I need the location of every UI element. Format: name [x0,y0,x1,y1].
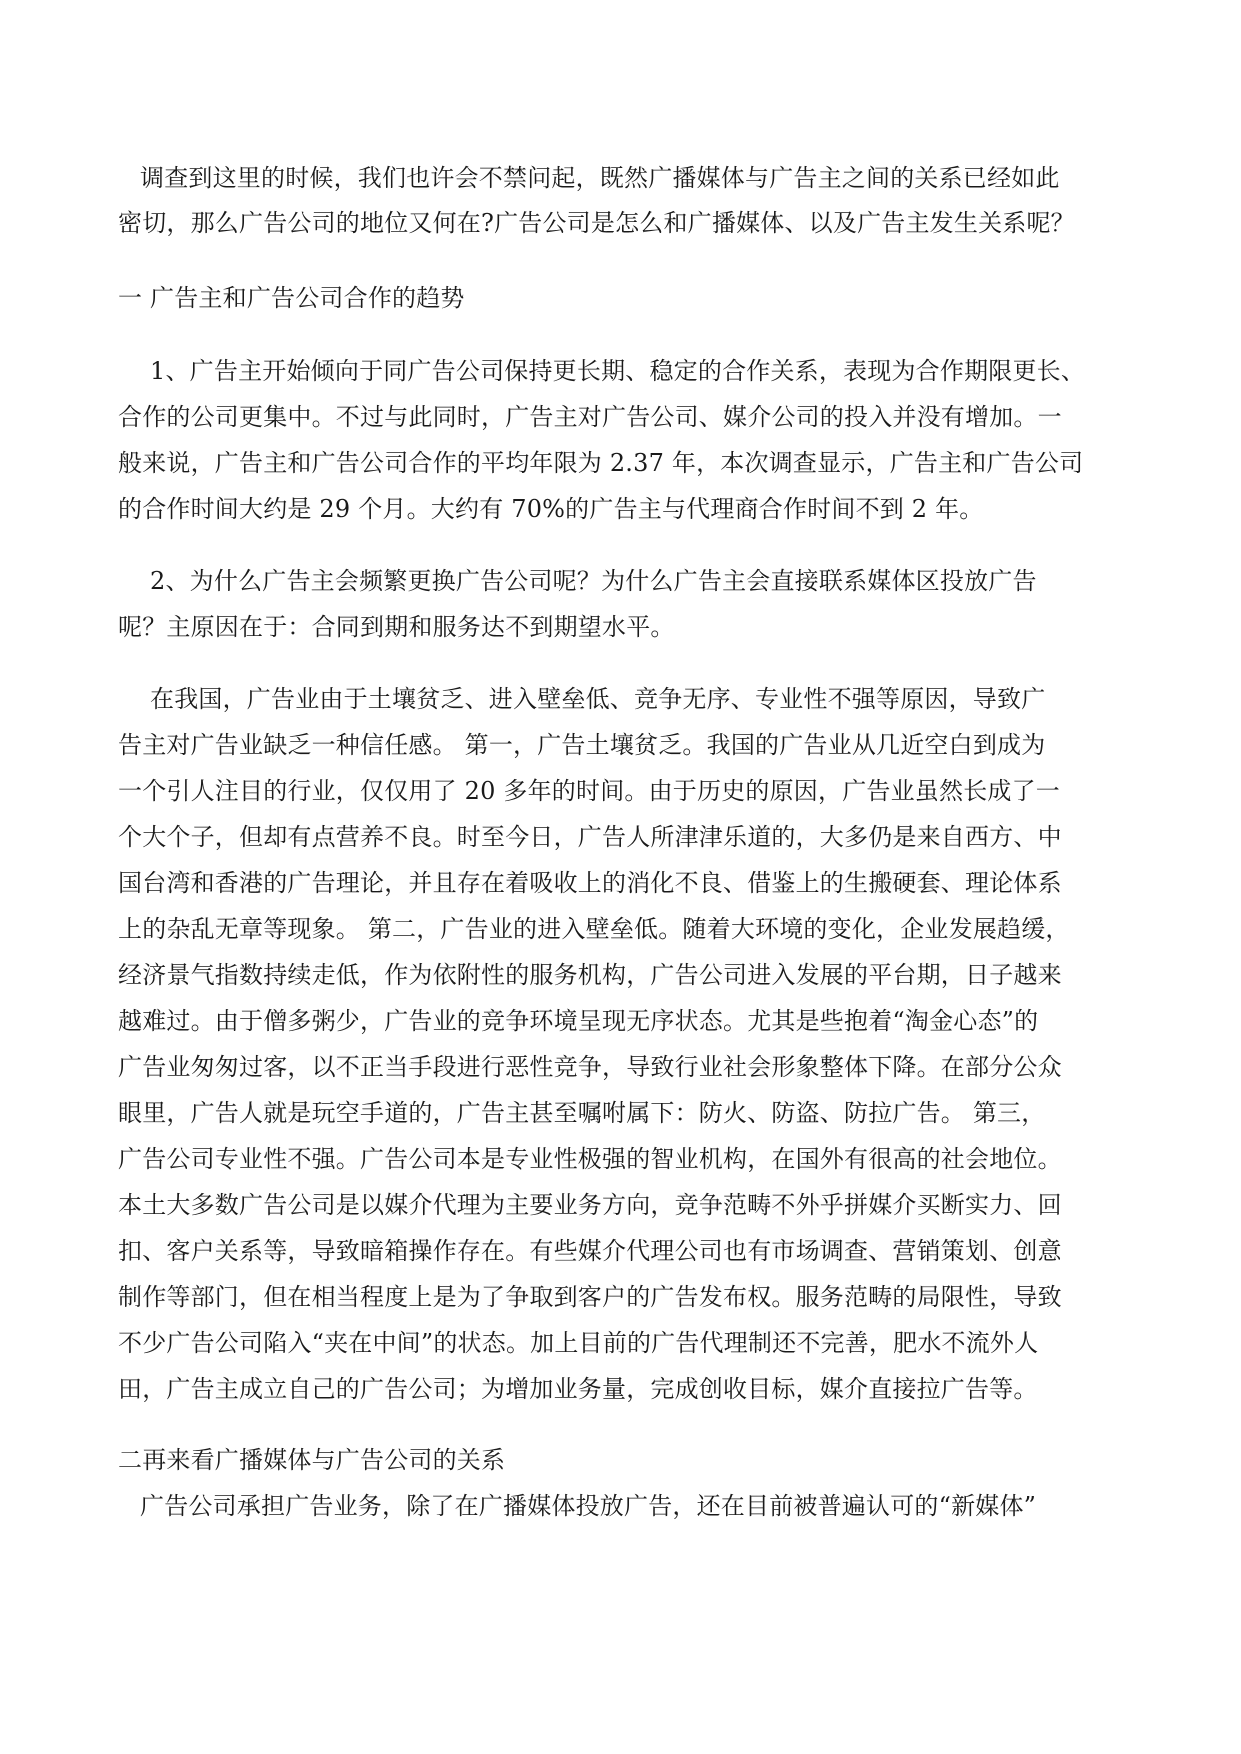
paragraph-line: 合作的公司更集中。不过与此同时，广告主对广告公司、媒介公司的投入并没有增加。一 [118,403,1062,431]
paragraph-line: 扣、客户关系等，导致暗箱操作存在。有些媒介代理公司也有市场调查、营销策划、创意 [118,1237,1062,1265]
paragraph-line: 广告业匆匆过客，以不正当手段进行恶性竞争，导致行业社会形象整体下降。在部分公众 [118,1053,1062,1081]
section-heading: 一 广告主和广告公司合作的趋势 [118,284,465,312]
paragraph-line: 田，广告主成立自己的广告公司；为增加业务量，完成创收目标，媒介直接拉广告等。 [118,1375,1038,1403]
paragraph-line: 密切，那么广告公司的地位又何在?广告公司是怎么和广播媒体、以及广告主发生关系呢？ [118,209,1075,237]
paragraph-line: 国台湾和香港的广告理论，并且存在着吸收上的消化不良、借鉴上的生搬硬套、理论体系 [118,869,1062,897]
paragraph-line: 2、为什么广告主会频繁更换广告公司呢？为什么广告主会直接联系媒体区投放广告 [150,567,1037,595]
paragraph-line: 调查到这里的时候，我们也许会不禁问起，既然广播媒体与广告主之间的关系已经如此 [140,164,1060,192]
paragraph-line: 个大个子，但却有点营养不良。时至今日，广告人所津津乐道的，大多仍是来自西方、中 [118,823,1062,851]
paragraph-line: 般来说，广告主和广告公司合作的平均年限为 2.37 年，本次调查显示，广告主和广告公司 [118,449,1084,477]
paragraph-line: 越难过。由于僧多粥少，广告业的竞争环境呈现无序状态。尤其是些抱着“淘金心态”的 [118,1007,1039,1035]
paragraph-line: 本土大多数广告公司是以媒介代理为主要业务方向，竞争范畴不外乎拼媒介买断实力、回 [118,1191,1062,1219]
paragraph-line: 一个引人注目的行业，仅仅用了 20 多年的时间。由于历史的原因，广告业虽然长成了一 [118,777,1060,805]
paragraph-line: 广告公司承担广告业务，除了在广播媒体投放广告，还在目前被普遍认可的“新媒体” [140,1492,1037,1520]
paragraph-line: 不少广告公司陷入“夹在中间”的状态。加上目前的广告代理制还不完善，肥水不流外人 [118,1329,1039,1357]
paragraph-line: 在我国，广告业由于土壤贫乏、进入壁垒低、竞争无序、专业性不强等原因，导致广 [150,685,1046,713]
paragraph-line: 制作等部门，但在相当程度上是为了争取到客户的广告发布权。服务范畴的局限性，导致 [118,1283,1062,1311]
paragraph-line: 1、广告主开始倾向于同广告公司保持更长期、稳定的合作关系，表现为合作期限更长、 [150,357,1086,385]
paragraph-line: 的合作时间大约是 29 个月。大约有 70%的广告主与代理商合作时间不到 2 年。 [118,495,984,523]
paragraph-line: 告主对广告业缺乏一种信任感。 第一，广告土壤贫乏。我国的广告业从几近空白到成为 [118,731,1046,759]
section-heading: 二再来看广播媒体与广告公司的关系 [118,1446,506,1474]
paragraph-line: 广告公司专业性不强。广告公司本是专业性极强的智业机构，在国外有很高的社会地位。 [118,1145,1062,1173]
paragraph-line: 经济景气指数持续走低，作为依附性的服务机构，广告公司进入发展的平台期，日子越来 [118,961,1062,989]
paragraph-line: 呢？主原因在于：合同到期和服务达不到期望水平。 [118,613,675,641]
paragraph-line: 上的杂乱无章等现象。 第二，广告业的进入壁垒低。随着大环境的变化，企业发展趋缓， [118,915,1070,943]
paragraph-line: 眼里，广告人就是玩空手道的，广告主甚至嘱咐属下：防火、防盗、防拉广告。 第三， [118,1099,1046,1127]
